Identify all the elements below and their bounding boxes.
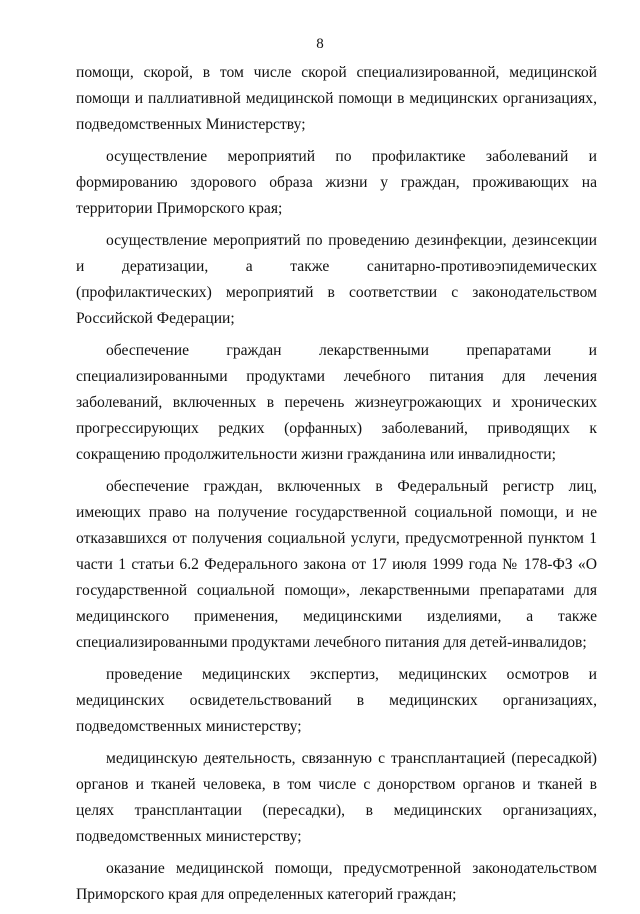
paragraph-regional-medical-care: оказание медицинской помощи, предусмотренной законодательством Приморского края для определенных категорий граждан; <box>76 860 597 903</box>
page-number: 8 <box>316 36 324 52</box>
document-body <box>76 60 597 914</box>
paragraph-federal-register-drugs: обеспечение граждан, включенных в Федеральный регистр лиц, имеющих право на получение государственной социальной помощи, и не отказавшихся от получения социальной услуги, предусмотренной пунктом 1 части 1 статьи 6.2 Федерального закона от 17 июля 1999 года № 178-ФЗ «О государственной социальной помощи», лекарственными препаратами для медицинского применения, медицинскими изделиями, а также специализированными продуктами лечебного питания для детей-инвалидов; <box>76 478 597 651</box>
paragraph-disease-prevention: осуществление мероприятий по профилактике заболеваний и формированию здорового образа жизни у граждан, проживающих на территории Приморского края; <box>76 148 597 217</box>
paragraph-medical-examinations: проведение медицинских экспертиз, медицинских осмотров и медицинских освидетельствований в медицинских организациях, подведомственных министерству; <box>76 666 597 735</box>
paragraph-disinfection: осуществление мероприятий по проведению дезинфекции, дезинсекции и дератизации, а также санитарно-противоэпидемических (профилактических) мероприятий в соответствии с законодательством Российской Федерации; <box>76 232 597 327</box>
paragraph-rare-diseases-drugs: обеспечение граждан лекарственными препаратами и специализированными продуктами лечебного питания для лечения заболеваний, включенных в перечень жизнеугрожающих и хронических прогрессирующих редких (орфанных) заболеваний, приводящих к сокращению продолжительности жизни гражданина или инвалидности; <box>76 342 597 463</box>
paragraph-transplantation: медицинскую деятельность, связанную с трансплантацией (пересадкой) органов и тканей человека, в том числе с донорством органов и тканей в целях трансплантации (пересадки), в медицинских организациях, подведомственных министерству; <box>76 750 597 845</box>
paragraph-continuation: помощи, скорой, в том числе скорой специализированной, медицинской помощи и паллиативной медицинской помощи в медицинских организациях, подведомственных Министерству; <box>76 64 597 133</box>
